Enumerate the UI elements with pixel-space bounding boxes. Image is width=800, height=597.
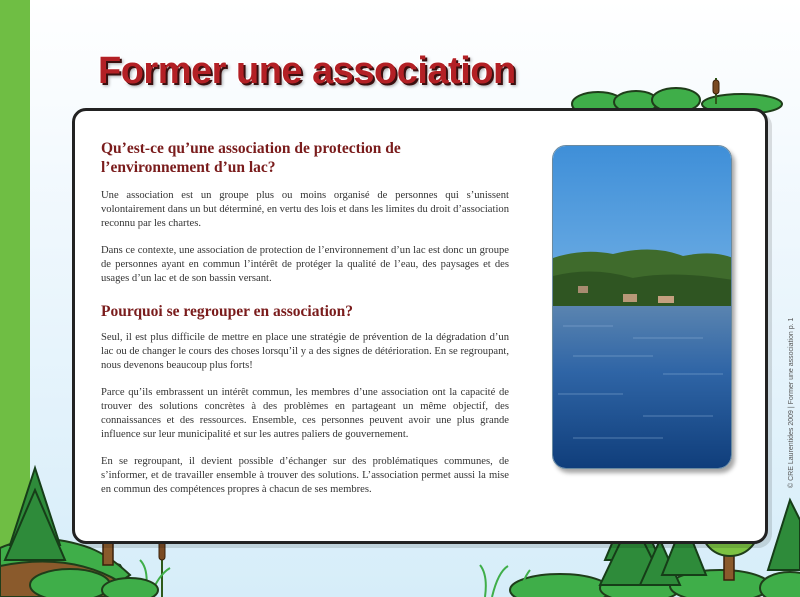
paragraph: Parce qu’ils embrassent un intérêt commun, les membres d’une association ont la capacité de trouver des solutions concrètes à des problèmes en partageant un même objectif, des connaissances et des ressources. Ensemble, ces personnes peuvent avoir une plus grande influence sur leur municipalité et sur les autres paliers de gouvernement.	[101, 387, 509, 440]
lake-photo-image	[553, 146, 732, 469]
paragraph: Une association est un groupe plus ou moins organisé de personnes qui s’unissent volontairement dans un but déterminé, en vertu des lois et dans les limites du droit d’association reconnu par les chartes.	[101, 190, 509, 229]
paragraph: En se regroupant, il devient possible d’échanger sur des problématiques communes, de s’informer, et de travailler ensemble à trouver des solutions. L’association permet aussi la mise en commun des compétences propres à chacun de ses membres.	[101, 456, 509, 495]
section-heading-what: Qu’est-ce qu’une association de protection de l’environnement d’un lac?	[101, 140, 401, 176]
pine-tree-left-icon	[5, 468, 65, 560]
page-title: Former une association	[98, 50, 516, 92]
side-credit-note: © CRE Laurentides 2009 | Former une association p. 1	[788, 317, 795, 488]
article-body	[101, 139, 509, 510]
section-heading-why: Pourquoi se regrouper en association?	[101, 303, 354, 320]
paragraph: Seul, il est plus difficile de mettre en place une stratégie de prévention de la dégradation d’un lac ou de changer le cours des choses lorsqu’il y a des signes de détérioration. En se regroupant, nous devenons beaucoup plus forts!	[101, 332, 509, 371]
lake-photo	[552, 145, 732, 469]
paragraph: Dans ce contexte, une association de protection de l’environnement d’un lac est donc un groupe de personnes ayant en commun l’intérêt de protéger la qualité de l’eau, des paysages et des usages d’un lac et de son bassin versant.	[101, 245, 509, 284]
content-panel	[72, 108, 768, 544]
